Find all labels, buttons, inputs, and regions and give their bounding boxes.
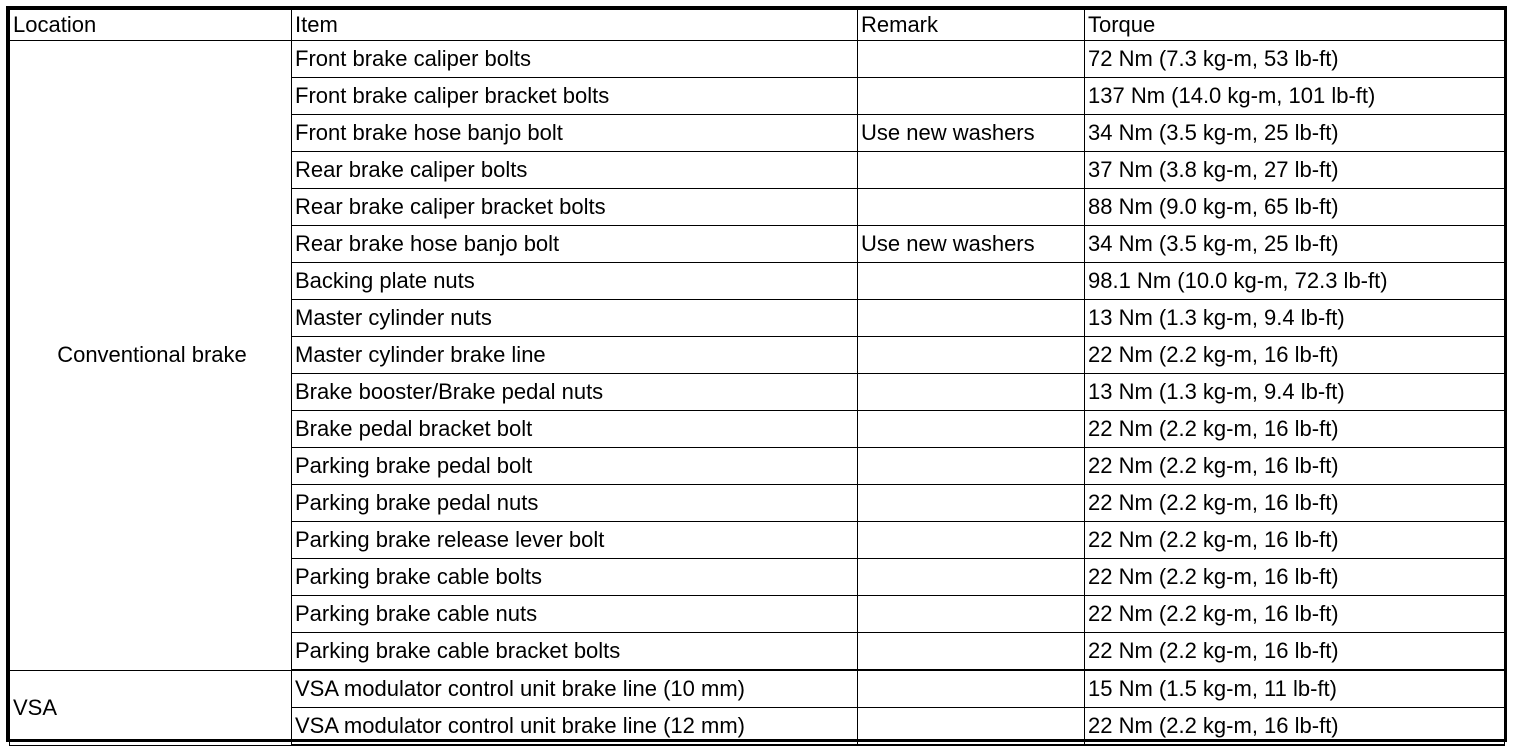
torque-cell: 13 Nm (1.3 kg-m, 9.4 lb-ft) <box>1085 300 1505 337</box>
table-row <box>10 670 1505 708</box>
item-cell: Rear brake caliper bracket bolts <box>292 189 858 226</box>
item-cell: Front brake hose banjo bolt <box>292 115 858 152</box>
item-cell: Rear brake caliper bolts <box>292 152 858 189</box>
item-cell: Brake booster/Brake pedal nuts <box>292 374 858 411</box>
remark-cell: Use new washers <box>858 115 1085 152</box>
header-torque: Torque <box>1085 10 1505 41</box>
remark-cell <box>858 189 1085 226</box>
table-body <box>10 41 1505 746</box>
location-cell: Conventional brake <box>10 41 292 671</box>
remark-cell <box>858 263 1085 300</box>
item-cell: Parking brake cable bolts <box>292 559 858 596</box>
item-cell: Parking brake pedal nuts <box>292 485 858 522</box>
item-cell: Parking brake pedal bolt <box>292 448 858 485</box>
remark-cell <box>858 337 1085 374</box>
item-cell: Master cylinder brake line <box>292 337 858 374</box>
remark-cell <box>858 596 1085 633</box>
remark-cell <box>858 78 1085 115</box>
torque-cell: 13 Nm (1.3 kg-m, 9.4 lb-ft) <box>1085 374 1505 411</box>
torque-cell: 22 Nm (2.2 kg-m, 16 lb-ft) <box>1085 596 1505 633</box>
item-cell: Front brake caliper bolts <box>292 41 858 78</box>
torque-spec-table <box>9 9 1505 746</box>
torque-spec-table-frame <box>6 6 1507 742</box>
torque-cell: 98.1 Nm (10.0 kg-m, 72.3 lb-ft) <box>1085 263 1505 300</box>
torque-cell: 88 Nm (9.0 kg-m, 65 lb-ft) <box>1085 189 1505 226</box>
remark-cell <box>858 559 1085 596</box>
item-cell: Parking brake cable bracket bolts <box>292 633 858 671</box>
remark-cell <box>858 485 1085 522</box>
torque-cell: 15 Nm (1.5 kg-m, 11 lb-ft) <box>1085 670 1505 708</box>
remark-cell <box>858 448 1085 485</box>
item-cell: Backing plate nuts <box>292 263 858 300</box>
torque-cell: 22 Nm (2.2 kg-m, 16 lb-ft) <box>1085 411 1505 448</box>
torque-cell: 22 Nm (2.2 kg-m, 16 lb-ft) <box>1085 522 1505 559</box>
torque-cell: 22 Nm (2.2 kg-m, 16 lb-ft) <box>1085 708 1505 746</box>
torque-cell: 22 Nm (2.2 kg-m, 16 lb-ft) <box>1085 337 1505 374</box>
table-row <box>10 41 1505 78</box>
remark-cell <box>858 411 1085 448</box>
remark-cell <box>858 374 1085 411</box>
item-cell: Front brake caliper bracket bolts <box>292 78 858 115</box>
item-cell: VSA modulator control unit brake line (12 mm) <box>292 708 858 746</box>
remark-cell <box>858 633 1085 671</box>
item-cell: Parking brake cable nuts <box>292 596 858 633</box>
remark-cell <box>858 708 1085 746</box>
item-cell: VSA modulator control unit brake line (10 mm) <box>292 670 858 708</box>
torque-cell: 72 Nm (7.3 kg-m, 53 lb-ft) <box>1085 41 1505 78</box>
torque-cell: 37 Nm (3.8 kg-m, 27 lb-ft) <box>1085 152 1505 189</box>
torque-cell: 22 Nm (2.2 kg-m, 16 lb-ft) <box>1085 559 1505 596</box>
remark-cell <box>858 41 1085 78</box>
table-header-row <box>10 10 1505 41</box>
item-cell: Master cylinder nuts <box>292 300 858 337</box>
torque-cell: 34 Nm (3.5 kg-m, 25 lb-ft) <box>1085 115 1505 152</box>
remark-cell <box>858 670 1085 708</box>
remark-cell <box>858 152 1085 189</box>
torque-cell: 22 Nm (2.2 kg-m, 16 lb-ft) <box>1085 448 1505 485</box>
remark-cell <box>858 300 1085 337</box>
remark-cell: Use new washers <box>858 226 1085 263</box>
header-location: Location <box>10 10 292 41</box>
item-cell: Brake pedal bracket bolt <box>292 411 858 448</box>
item-cell: Rear brake hose banjo bolt <box>292 226 858 263</box>
location-cell: VSA <box>10 670 292 745</box>
torque-cell: 22 Nm (2.2 kg-m, 16 lb-ft) <box>1085 633 1505 671</box>
item-cell: Parking brake release lever bolt <box>292 522 858 559</box>
torque-cell: 137 Nm (14.0 kg-m, 101 lb-ft) <box>1085 78 1505 115</box>
remark-cell <box>858 522 1085 559</box>
torque-cell: 34 Nm (3.5 kg-m, 25 lb-ft) <box>1085 226 1505 263</box>
header-item: Item <box>292 10 858 41</box>
header-remark: Remark <box>858 10 1085 41</box>
torque-cell: 22 Nm (2.2 kg-m, 16 lb-ft) <box>1085 485 1505 522</box>
